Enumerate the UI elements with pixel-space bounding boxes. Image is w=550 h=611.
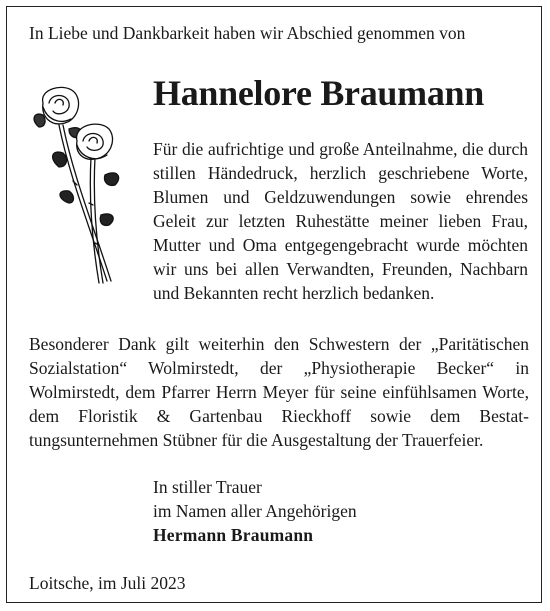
deceased-name: Hannelore Braumann xyxy=(153,73,484,113)
place-date: Loitsche, im Juli 2023 xyxy=(29,573,186,593)
obituary-notice xyxy=(6,6,542,603)
signature-line-2: im Namen aller Angehörigen xyxy=(153,501,357,521)
special-thanks-paragraph: Besonderer Dank gilt weiterhin den Schwestern der „Paritätischen Sozialstation“ Wolmirstedt, der „Physiotherapie Becker“ in Wolmirstedt, dem Pfarrer Herrn Meyer für seine einfühlsamen Worte, dem Floristik & Gartenbau Rieckhoff sowie dem Bestattungsunternehmen Stübner für die Ausgestaltung der Trauerfeier. xyxy=(29,334,529,450)
thanks-paragraph: Für die aufrichtige und große Anteilnahme, die durch stillen Händedruck, herzlich geschriebene Worte, Blumen und Geldzuwendungen sowie ehrendes Geleit zur letzten Ruhestätte meiner lieben Frau, Mutter und Oma entgegengebracht wurde möchten wir uns bei allen Verwandten, Freunden, Nachbarn und Bekannten recht herzlich bedanken. xyxy=(153,139,528,303)
rose-illustration-icon xyxy=(29,85,141,287)
intro-line: In Liebe und Dankbarkeit haben wir Abschied genommen von xyxy=(29,23,466,43)
signature-line-1: In stiller Trauer xyxy=(153,477,262,497)
signer-name: Hermann Braumann xyxy=(153,525,314,545)
signature-block xyxy=(153,475,513,547)
